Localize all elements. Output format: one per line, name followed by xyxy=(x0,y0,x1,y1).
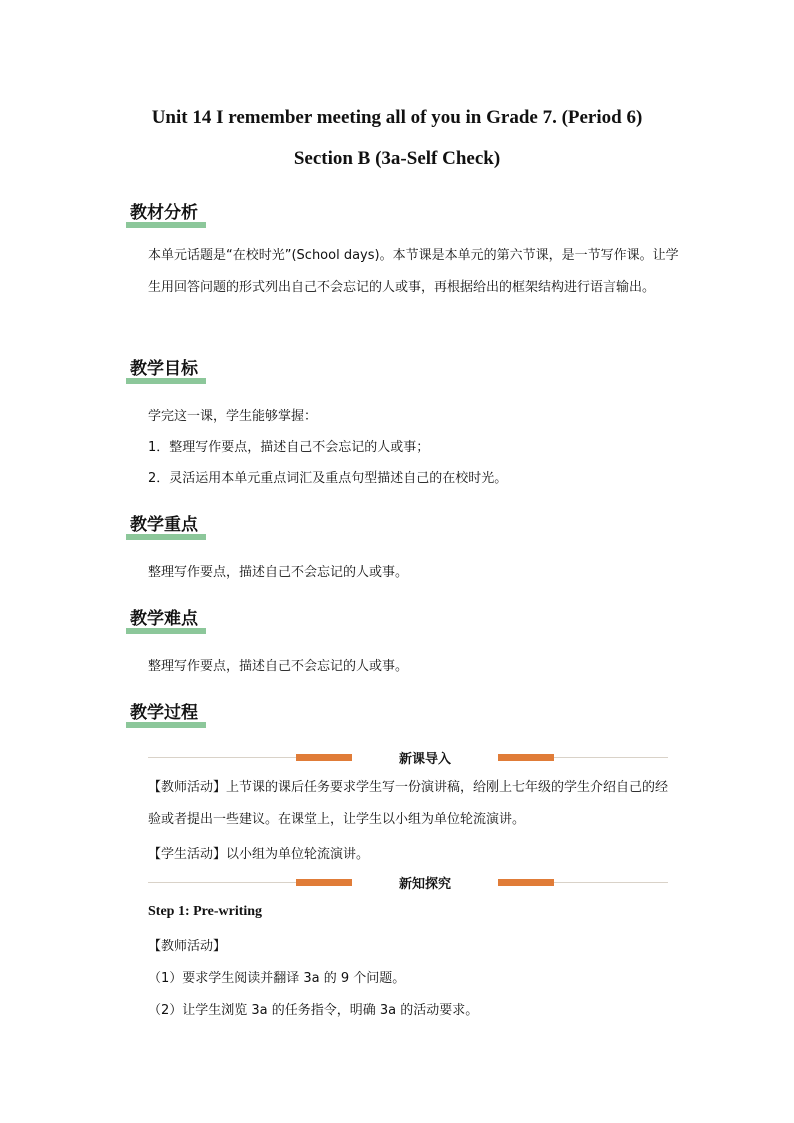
step-1-item: （1）要求学生阅读并翻译 3a 的 9 个问题。 xyxy=(148,971,406,986)
teacher-activity-label: 【教师活动】 xyxy=(148,939,227,954)
divider-mark-left xyxy=(296,754,352,761)
divider-mark-right xyxy=(498,754,554,761)
heading-objectives: 教学目标 xyxy=(130,358,198,384)
analysis-paragraph: 本单元话题是“在校时光”(School days)。本节课是本单元的第六节课，是一节写作课。让学生用回答问题的形式列出自己不会忘记的人或事，再根据给出的框架结构进行语言输出。 xyxy=(148,248,679,295)
objectives-intro: 学完这一课，学生能够掌握： xyxy=(148,409,318,424)
heading-process: 教学过程 xyxy=(130,702,198,728)
objective-item: 2．灵活运用本单元重点词汇及重点句型描述自己的在校时光。 xyxy=(148,471,508,486)
step-1-item: （2）让学生浏览 3a 的任务指令，明确 3a 的活动要求。 xyxy=(148,1003,479,1018)
teacher-activity-paragraph: 【教师活动】上节课的课后任务要求学生写一份演讲稿，给刚上七年级的学生介绍自己的经验或者提出一些建议。在课堂上，让学生以小组为单位轮流演讲。 xyxy=(148,780,669,827)
document-subtitle: Section B (3a-Self Check) xyxy=(293,148,501,169)
step-1-heading: Step 1: Pre-writing xyxy=(148,904,263,919)
divider-label: 新课导入 xyxy=(352,748,498,767)
divider-label: 新知探究 xyxy=(352,873,498,892)
key-points-text: 整理写作要点，描述自己不会忘记的人或事。 xyxy=(148,565,409,580)
difficulties-text: 整理写作要点，描述自己不会忘记的人或事。 xyxy=(148,659,409,674)
heading-analysis: 教材分析 xyxy=(130,202,198,228)
divider-mark-left xyxy=(296,879,352,886)
heading-key-points: 教学重点 xyxy=(130,514,198,540)
section-divider-explore xyxy=(148,875,668,891)
document-title: Unit 14 I remember meeting all of you in Grade 7. (Period 6) xyxy=(151,107,643,128)
section-divider-intro xyxy=(148,750,668,766)
heading-difficulties: 教学难点 xyxy=(130,608,198,634)
objective-item: 1．整理写作要点，描述自己不会忘记的人或事； xyxy=(148,440,430,455)
student-activity-text: 【学生活动】以小组为单位轮流演讲。 xyxy=(148,847,370,862)
divider-mark-right xyxy=(498,879,554,886)
